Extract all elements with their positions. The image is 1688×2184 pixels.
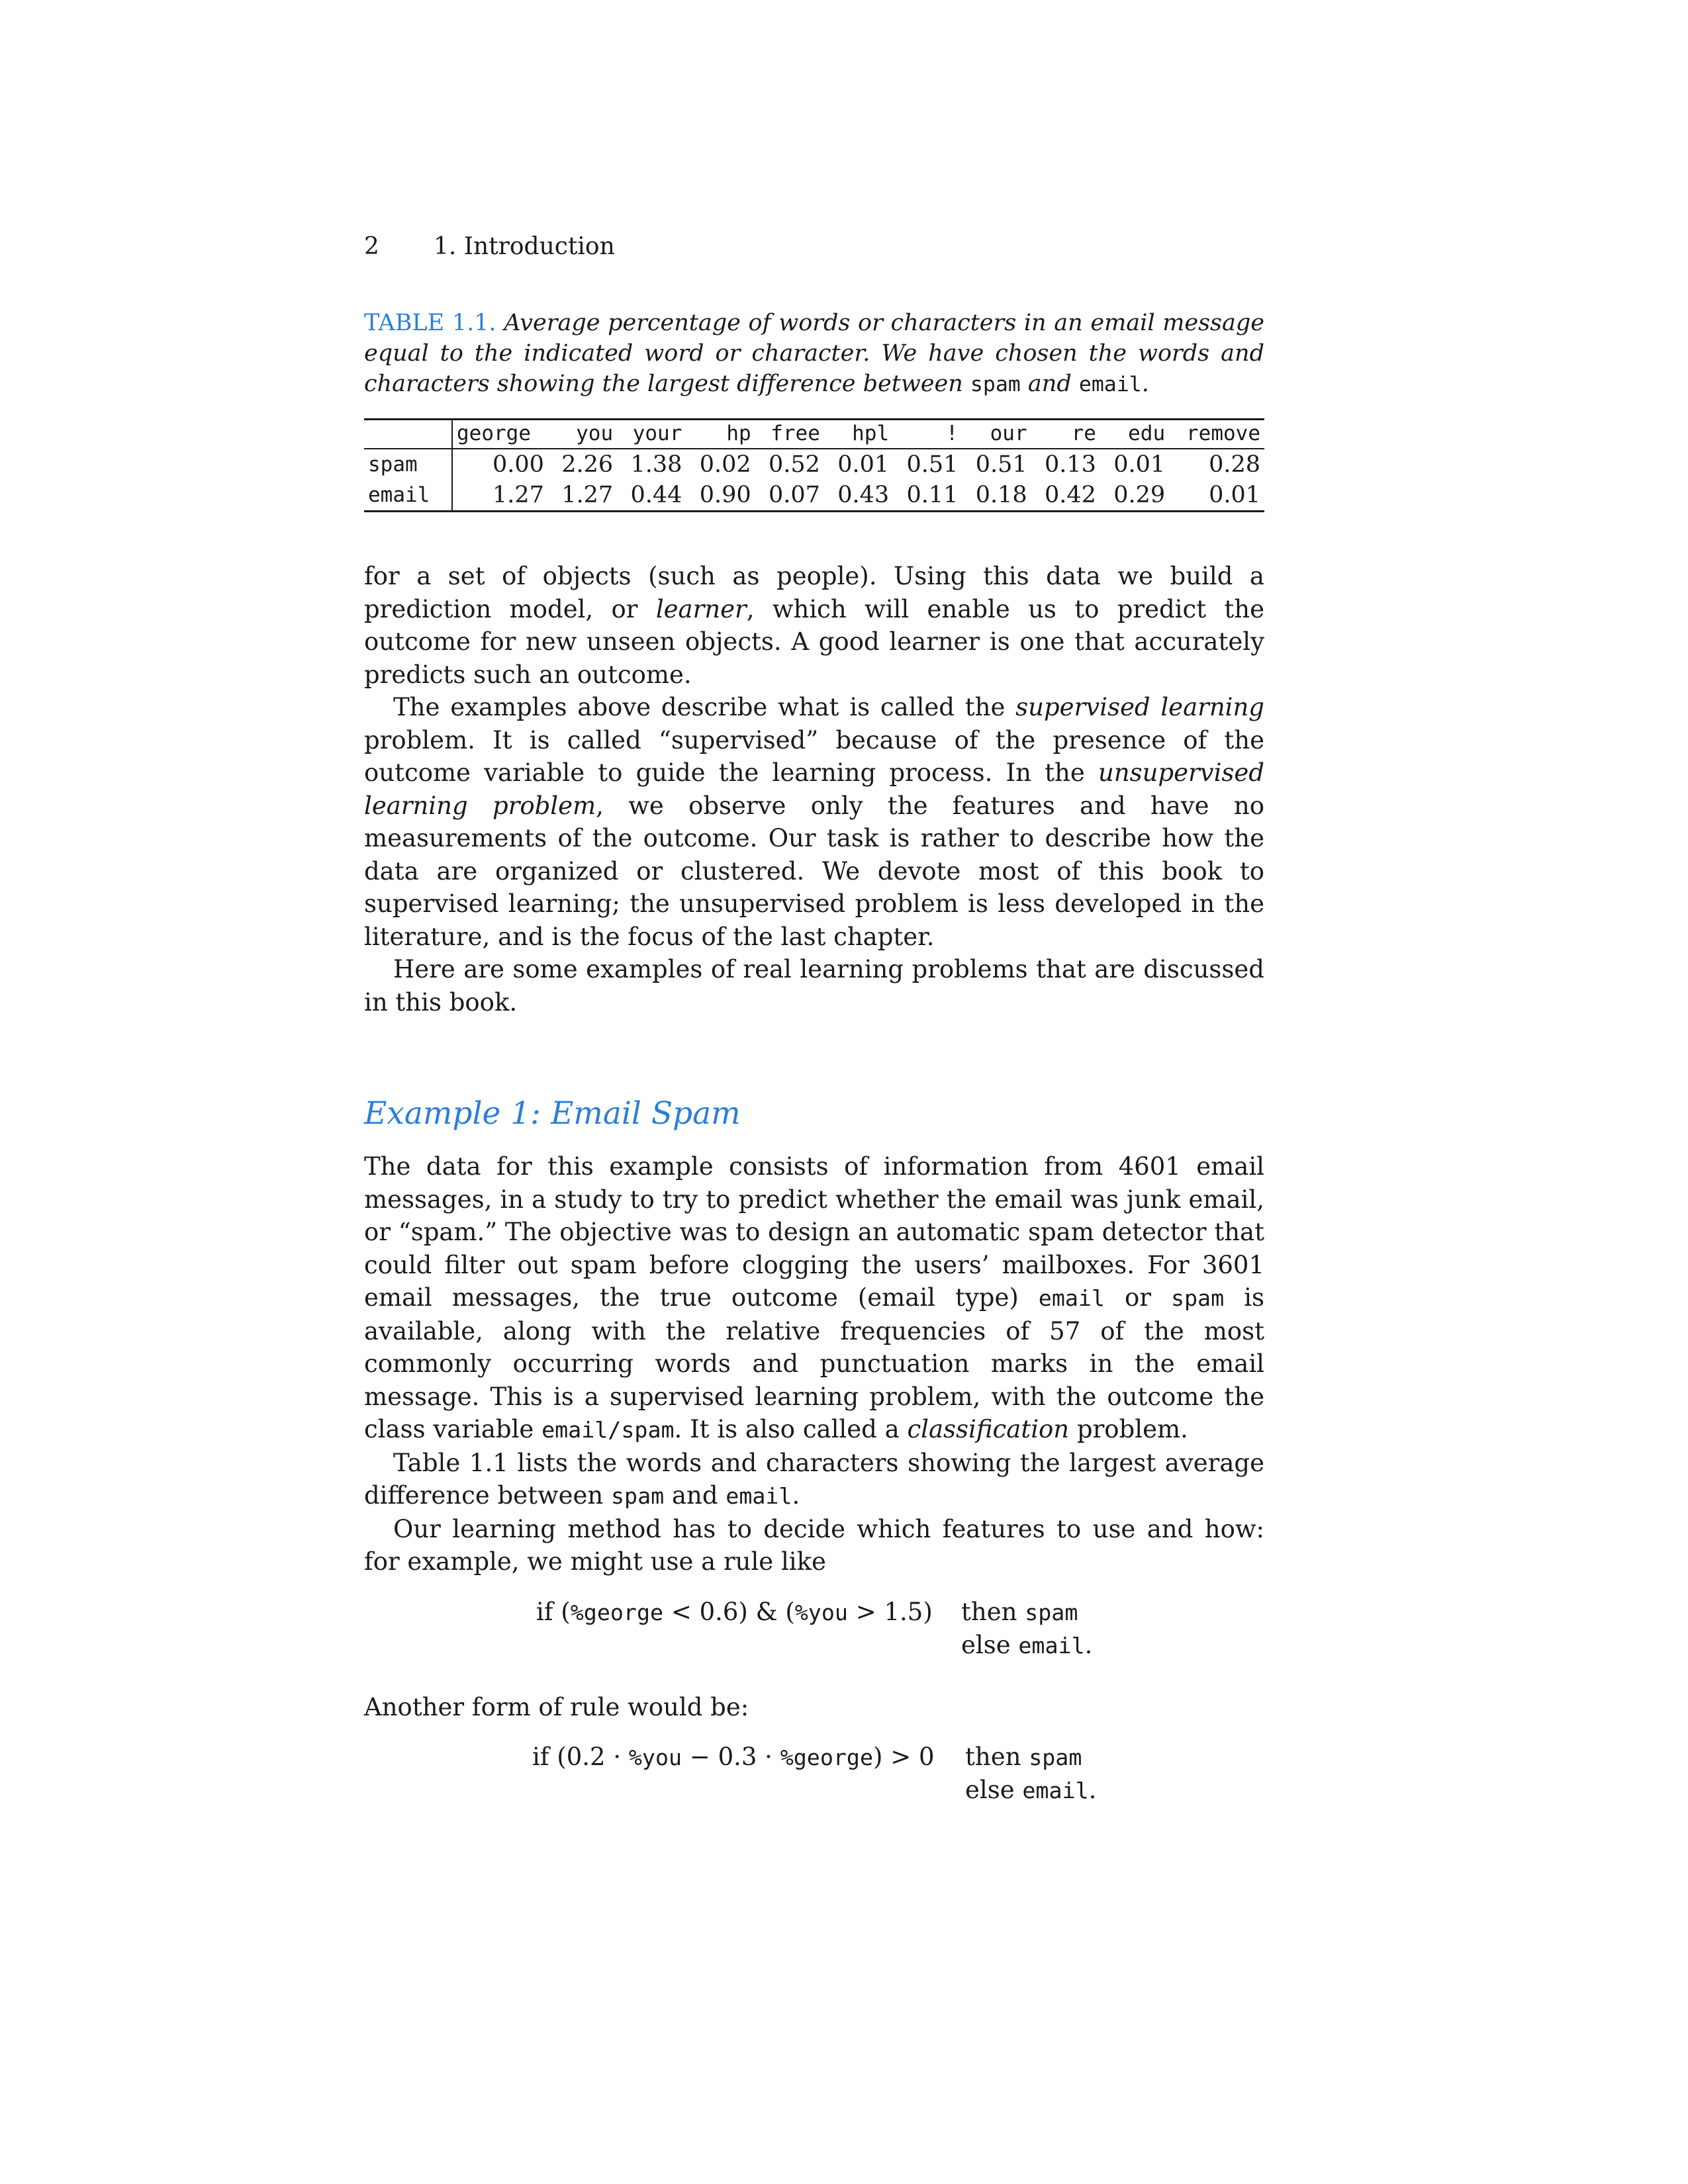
text-run: Table 1.1 lists the words and characters showing the largest average difference between (364, 1448, 1264, 1510)
text-run: or (1105, 1283, 1171, 1312)
column-header: your (617, 420, 686, 449)
intro-text (364, 560, 1264, 1019)
column-header: hp (686, 420, 755, 449)
table-cell: 1.27 (452, 480, 548, 512)
table-cell: 0.51 (906, 451, 959, 478)
text-run: is available, along with the relative frequencies of 57 of the most commonly occurring words and punctuation marks in the email message. This is a supervised learning problem, with the outcome the class variable (364, 1283, 1264, 1443)
text-run: , which will enable us to predict the outcome for new unseen objects. A good learner is one that accurately predicts such an outcome. (364, 594, 1265, 689)
table-cell: 0.52 (768, 451, 820, 478)
table-cell: 2.26 (561, 451, 614, 478)
text-run: − 0.3 · (682, 1743, 780, 1771)
row-label: spam (364, 449, 452, 480)
table-cell: 0.43 (824, 480, 893, 512)
column-header: remove (1169, 420, 1264, 449)
table-row (364, 480, 1264, 512)
text-run: problem. It is called “supervised” because of the presence of the outcome variable to guide the learning process. In the (364, 725, 1264, 787)
var-you: %you (628, 1745, 682, 1770)
table-cell: 0.01 (837, 451, 890, 478)
table-cell: 0.28 (1209, 451, 1260, 478)
caption-code-spam: spam (970, 373, 1021, 396)
between-text: Another form of rule would be: (364, 1692, 749, 1721)
text-run: ) > 0 (873, 1743, 935, 1771)
text-run: if ( (536, 1597, 571, 1626)
text-run: The examples above describe what is called the (393, 693, 1016, 721)
code-email: email (726, 1483, 792, 1509)
text-run: > 1.5) (847, 1597, 933, 1626)
emphasis-supervised: supervised learning (1015, 693, 1264, 721)
caption-text: Average percentage of words or characters in an email message equal to the indicated word or character. We have chosen the words and characters showing the largest difference between (364, 310, 1264, 397)
table-row (364, 449, 1264, 480)
column-header: re (1031, 420, 1100, 449)
column-header: ! (893, 420, 962, 449)
column-header: our (962, 420, 1031, 449)
rule-condition (536, 1596, 933, 1629)
code-email: email (1018, 1632, 1085, 1659)
table-cell: 0.11 (893, 480, 962, 512)
table-corner (364, 420, 452, 449)
text-run: problem. (1069, 1415, 1188, 1443)
text-run: if (0.2 · (532, 1743, 629, 1771)
text-run: else (961, 1630, 1019, 1659)
table-cell: 1.38 (630, 451, 682, 478)
text-run: else (965, 1776, 1023, 1804)
section-title: Example 1: Email Spam (364, 1095, 741, 1132)
code-email: email (1038, 1285, 1105, 1311)
word-frequency-table (364, 418, 1264, 512)
code-spam: spam (1029, 1745, 1082, 1770)
emphasis-unsupervised: unsupervised learning problem (364, 758, 1264, 820)
column-header: hpl (824, 420, 893, 449)
table-cell: 0.51 (975, 451, 1027, 478)
rule-then (961, 1596, 1078, 1629)
code-spam: spam (611, 1483, 665, 1509)
text-run: . (792, 1481, 800, 1510)
table-cell: 0.44 (617, 480, 686, 512)
code-spam: spam (1025, 1599, 1078, 1625)
column-header: edu (1100, 420, 1169, 449)
row-label: email (364, 480, 452, 512)
table-cell: 1.27 (548, 480, 617, 512)
paragraph (364, 1150, 1264, 1447)
text-run: then (961, 1597, 1025, 1626)
rule-condition (532, 1741, 935, 1774)
rule-1 (364, 1596, 1264, 1662)
text-run: The data for this example consists of information from 4601 email messages, in a study to try to predict whether the email was junk email, or “spam.” The objective was to design an automatic spam detector that could filter out spam before clogging the users’ mailboxes. For 3601 email messages, the true outcome (email type) (364, 1152, 1264, 1312)
table-cell: 0.02 (699, 451, 751, 478)
text-run: , we observe only the features and have no measurements of the outcome. Our task is rather to describe how the data are organized or clustered. We devote most of this book to supervised learning; the unsupervised problem is less developed in the literature, and is the focus of the last chapter. (364, 791, 1264, 951)
column-header: free (755, 420, 824, 449)
column-header: george (452, 420, 548, 449)
table-cell: 0.01 (1169, 480, 1264, 512)
caption-and: and (1027, 371, 1072, 397)
paragraph (364, 1447, 1264, 1513)
table-cell: 0.00 (492, 451, 544, 478)
caption-code-email: email (1078, 373, 1142, 396)
table-cell: 0.07 (755, 480, 824, 512)
paragraph (364, 560, 1264, 691)
text-run: . It is also called a (674, 1415, 908, 1443)
table-cell: 0.29 (1100, 480, 1169, 512)
page (364, 235, 1264, 1807)
example-text (364, 1150, 1264, 1578)
running-header (364, 235, 1264, 275)
emphasis-classification: classification (907, 1415, 1070, 1443)
code-email-spam: email/spam (541, 1417, 675, 1443)
table-label: TABLE 1.1. (364, 310, 496, 336)
paragraph: Our learning method has to decide which features to use and how: for example, we might use a rule like (364, 1514, 1264, 1576)
table-cell: 0.01 (1113, 451, 1166, 478)
var-you: %you (794, 1599, 848, 1625)
paragraph (364, 691, 1264, 953)
text-run: and (664, 1481, 726, 1510)
rule-else (961, 1629, 1092, 1662)
text-run: < 0.6) & ( (663, 1597, 795, 1626)
table-caption (364, 308, 1264, 400)
table-cell: 0.90 (686, 480, 755, 512)
caption-end: . (1141, 371, 1149, 397)
text-run: then (965, 1743, 1029, 1771)
table-cell: 0.18 (962, 480, 1031, 512)
rule-then (965, 1741, 1082, 1774)
text-run: for a set of objects (such as people). Using this data we build a prediction model, or (364, 562, 1264, 623)
paragraph: Here are some examples of real learning problems that are discussed in this book. (364, 955, 1264, 1017)
table-cell: 0.13 (1044, 451, 1096, 478)
code-email: email (1022, 1778, 1089, 1803)
table-header-row (364, 420, 1264, 449)
var-george: %george (780, 1745, 874, 1770)
chapter-title: 1. Introduction (434, 233, 615, 260)
rule-else (965, 1774, 1096, 1807)
code-spam: spam (1170, 1285, 1225, 1311)
table-cell: 0.42 (1031, 480, 1100, 512)
page-number: 2 (364, 233, 379, 260)
column-header: you (548, 420, 617, 449)
text-run: . (1088, 1776, 1097, 1804)
var-george: %george (570, 1599, 664, 1625)
emphasis-learner: learner (655, 594, 747, 623)
text-run: . (1084, 1630, 1093, 1659)
rule-2 (364, 1741, 1264, 1807)
